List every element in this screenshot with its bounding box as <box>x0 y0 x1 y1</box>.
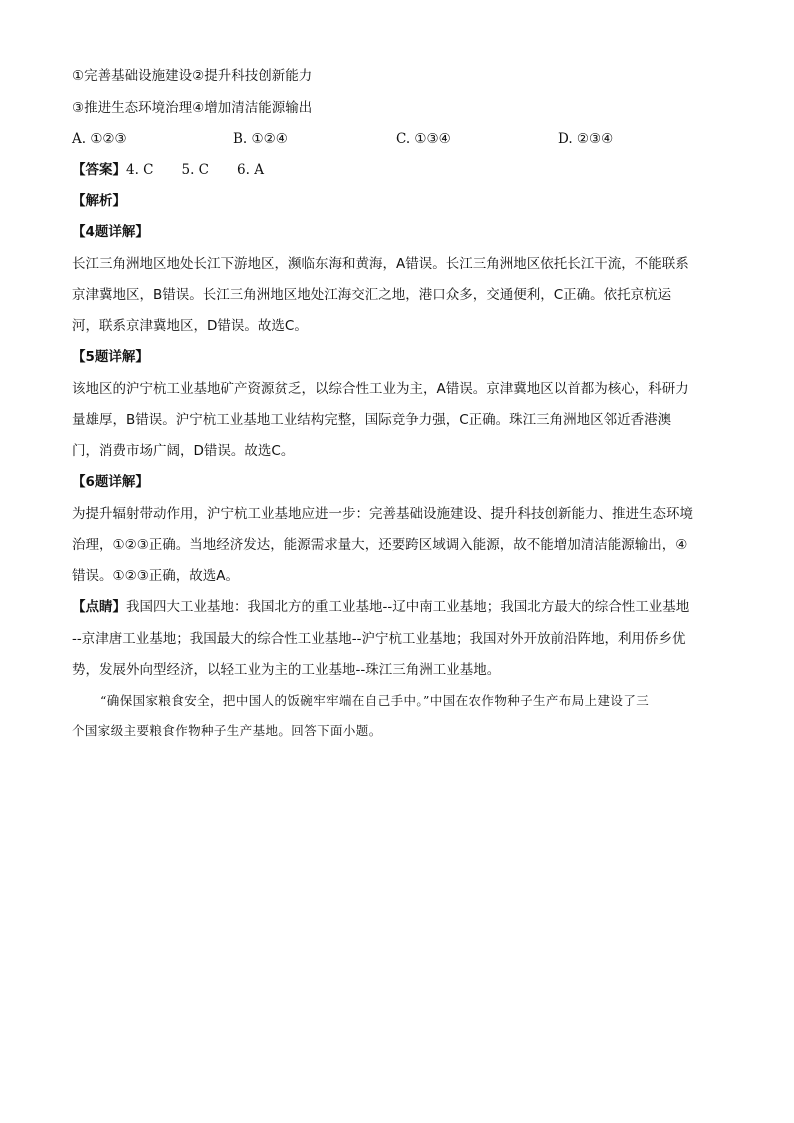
answer-5: 5. C <box>181 162 210 178</box>
option-c: C. ①③④ <box>396 131 451 147</box>
detail-5-title: 【5题详解】 <box>72 349 149 365</box>
detail-4-line-2: 京津冀地区，B错误。长江三角洲地区地处江海交汇之地，港口众多，交通便利，C正确。依托京杭运 <box>72 287 672 303</box>
dianjing-label: 【点睛】 <box>72 599 126 615</box>
dianjing-line-3: 势，发展外向型经济，以轻工业为主的工业基地--珠江三角洲工业基地。 <box>72 662 501 678</box>
option-b: B. ①②④ <box>233 131 288 147</box>
detail-6-line-1: 为提升辐射带动作用，沪宁杭工业基地应进一步：完善基础设施建设、提升科技创新能力、推进生态环境 <box>72 506 693 522</box>
answer-line <box>72 161 732 179</box>
detail-6-title: 【6题详解】 <box>72 474 149 490</box>
option-d: D. ②③④ <box>558 131 614 147</box>
answer-4: 4. C <box>126 162 154 178</box>
dianjing-text-1: 我国四大工业基地：我国北方的重工业基地--辽中南工业基地；我国北方最大的综合性工业基地 <box>126 599 690 615</box>
detail-5-line-3: 门，消费市场广阔，D错误。故选C。 <box>72 443 295 459</box>
detail-5-line-1: 该地区的沪宁杭工业基地矿产资源贫乏，以综合性工业为主，A错误。京津冀地区以首都为核心，科研力 <box>72 381 689 397</box>
option-a: A. ①②③ <box>72 131 127 147</box>
detail-6-line-2: 治理，①②③正确。当地经济发达，能源需求量大，还要跨区域调入能源，故不能增加清洁能源输出，④ <box>72 537 688 553</box>
detail-5-line-2: 量雄厚，B错误。沪宁杭工业基地工业结构完整，国际竞争力强，C正确。珠江三角洲地区邻近香港澳 <box>72 412 672 428</box>
choices-line-1: ①完善基础设施建设②提升科技创新能力 <box>72 68 313 84</box>
detail-4-line-3: 河，联系京津冀地区，D错误。故选C。 <box>72 318 308 334</box>
answer-label: 【答案】 <box>72 162 126 178</box>
dianjing-line-2: --京津唐工业基地；我国最大的综合性工业基地--沪宁杭工业基地；我国对外开放前沿阵地，利用侨乡优 <box>72 631 686 647</box>
detail-4-title: 【4题详解】 <box>72 224 149 240</box>
next-intro-line-2: 个国家级主要粮食作物种子生产基地。回答下面小题。 <box>72 723 382 738</box>
analysis-label: 【解析】 <box>72 193 126 209</box>
detail-4-line-1: 长江三角洲地区地处长江下游地区，濒临东海和黄海，A错误。长江三角洲地区依托长江干流，不能联系 <box>72 256 689 272</box>
dianjing-line-1 <box>72 598 732 616</box>
next-intro-line-1: “确保国家粮食安全，把中国人的饭碗牢牢端在自己手中。”中国在农作物种子生产布局上建设了三 <box>100 693 650 708</box>
detail-6-line-3: 错误。①②③正确，故选A。 <box>72 568 240 584</box>
choices-line-2: ③推进生态环境治理④增加清洁能源输出 <box>72 100 313 116</box>
answer-6: 6. A <box>237 162 264 178</box>
